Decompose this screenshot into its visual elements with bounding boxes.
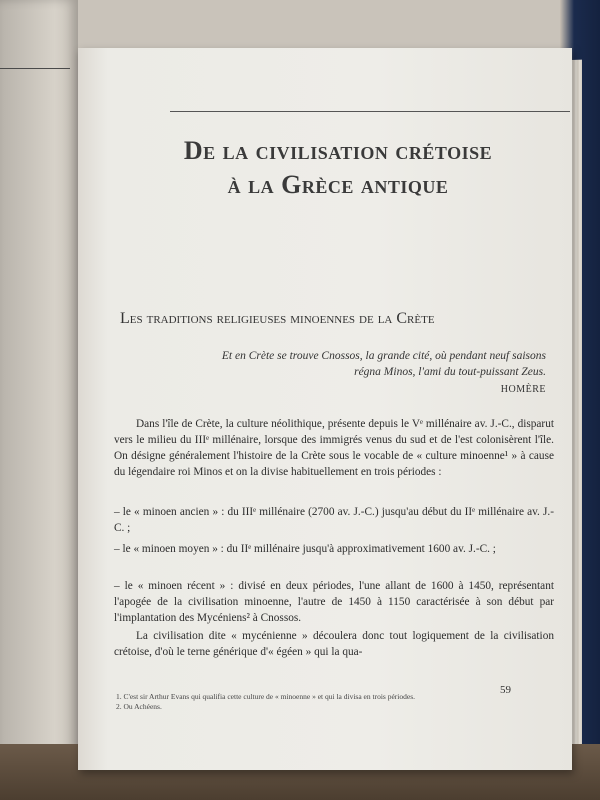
left-page xyxy=(0,0,78,800)
footnote-2: 2. Ou Achéens. xyxy=(116,702,162,711)
list-item-minoen-moyen: – le « minoen moyen » : du IIᵉ millénaire jusqu'à approximativement 1600 av. J.-C. ; xyxy=(114,543,496,555)
list-item-minoen-recent: – le « minoen récent » : divisé en deux périodes, l'une allant de 1600 à 1450, représentant l'apogée de la civilisation minoenne, l'autre de 1450 à 1150 caractérisée à son début par l'implantation des Mycéniens² à Cnossos. xyxy=(114,580,554,624)
chapter-title-line1: De la civilisation crétoise xyxy=(183,136,493,165)
footnote-1: 1. C'est sir Arthur Evans qui qualifia cette culture de « minoenne » et qui la divisa en trois périodes. xyxy=(116,692,415,701)
epigraph-line1: Et en Crète se trouve Cnossos, la grande cité, où pendant neuf saisons xyxy=(221,350,546,362)
footnotes xyxy=(116,692,516,712)
page-number: 59 xyxy=(500,684,511,696)
top-rule xyxy=(170,111,570,112)
list-item-minoen-ancien: – le « minoen ancien » : du IIIᵉ millénaire (2700 av. J.-C.) jusqu'au début du IIᵉ millénaire av. J.-C. ; xyxy=(114,506,554,534)
left-page-rule xyxy=(0,68,70,69)
epigraph-line2: régna Minos, l'ami du tout-puissant Zeus. xyxy=(354,366,546,378)
book-page xyxy=(78,48,572,770)
epigraph-author: HOMÈRE xyxy=(500,384,546,395)
paragraph-5: La civilisation dite « mycénienne » découlera donc tout logiquement de la civilisation crétoise, d'où le terne générique d'« égéen » qui la qua- xyxy=(114,630,554,658)
section-title: Les traditions religieuses minoennes de la Crète xyxy=(120,310,435,327)
chapter-title-line2: à la Grèce antique xyxy=(227,170,449,199)
paragraph-1: Dans l'île de Crète, la culture néolithique, présente depuis le Vᵉ millénaire av. J.-C., disparut vers le milieu du IIIᵉ millénaire, lorsque des immigrés venus du sud et de l'est colonisèrent l'île. On désigne généralement l'histoire de la Crète sous le vocable de « culture minoenne¹ » à cause du légendaire roi Minos et on la divise habituellement en trois périodes : xyxy=(114,418,554,478)
